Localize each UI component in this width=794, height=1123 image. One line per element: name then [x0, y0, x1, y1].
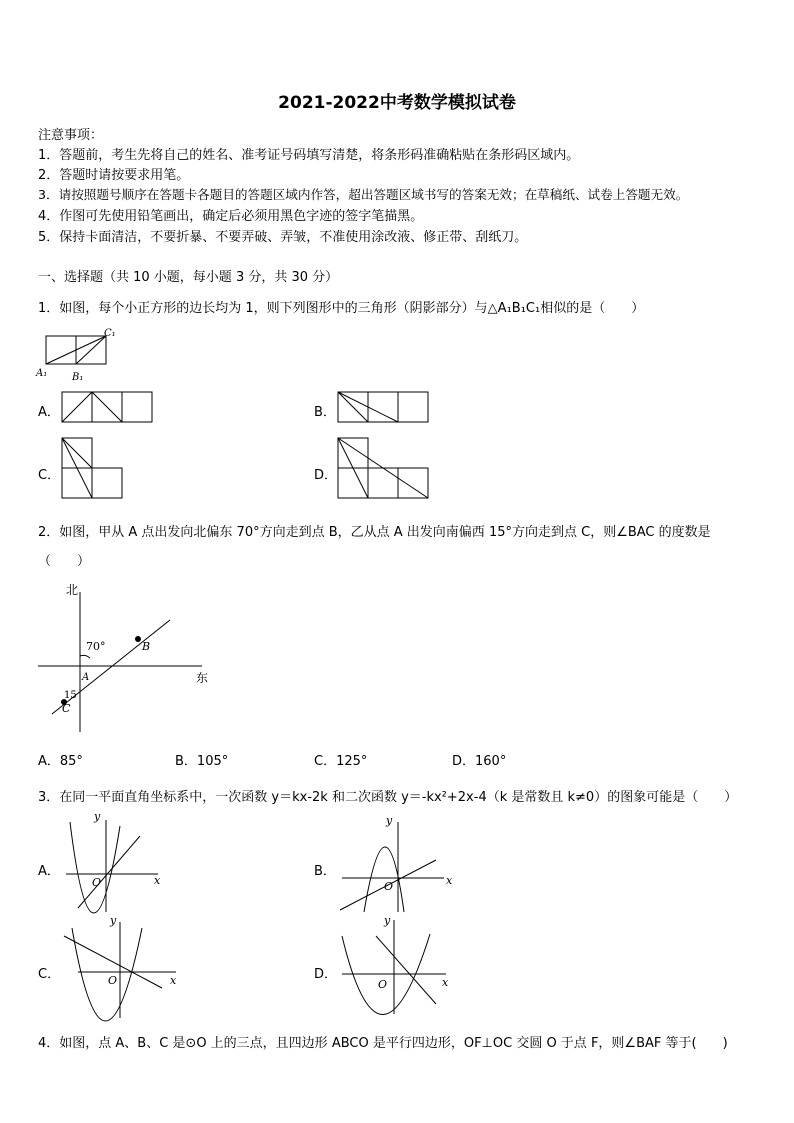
q1-option-b[interactable]: B．: [314, 405, 336, 420]
svg-text:O: O: [378, 978, 388, 991]
question-2-text: 2．如图，甲从 A 点出发向北偏东 70°方向走到点 B，乙从点 A 出发向南偏西 15°方向走到点 C，则∠BAC 的度数是: [38, 525, 711, 540]
question-3-text: 3．在同一平面直角坐标系中，一次函数 y＝kx-2k 和二次函数 y＝-kx²+2x-4（k 是常数且 k≠0）的图象可能是（ ）: [38, 790, 738, 805]
label-c: C: [62, 702, 71, 715]
q2-option-c[interactable]: C．125°: [314, 754, 368, 769]
q1-option-d[interactable]: D．: [314, 468, 338, 483]
q3-option-d[interactable]: D．: [314, 967, 338, 982]
notice-item-5: 5．保持卡面清洁，不要折暴、不要弄破、弄皱，不准使用涂改液、修正带、刮纸刀。: [38, 230, 528, 245]
q3-graph-c: [62, 914, 182, 1022]
q3-option-c[interactable]: C．: [38, 967, 61, 982]
label-a: A: [82, 672, 90, 683]
label-b: B: [142, 640, 151, 653]
label-a1: A₁: [36, 368, 48, 379]
q2-direction-figure: [30, 580, 220, 740]
q1-reference-figure: [36, 328, 126, 384]
svg-text:y: y: [94, 810, 101, 823]
notice-heading: 注意事项：: [38, 128, 104, 143]
notice-item-1: 1．答题前，考生先将自己的姓名、准考证号码填写清楚，将条形码准确粘贴在条形码区域内。: [38, 148, 580, 163]
q1-figure-b: [338, 392, 432, 424]
svg-text:x: x: [446, 874, 453, 887]
notice-item-4: 4．作图可先使用铅笔画出，确定后必须用黑色字迹的签字笔描黑。: [38, 209, 424, 224]
q1-option-c[interactable]: C．: [38, 468, 61, 483]
svg-text:x: x: [442, 976, 449, 989]
question-4-text: 4．如图，点 A、B、C 是⊙O 上的三点，且四边形 ABCO 是平行四边形，OF⊥OC 交圆 O 于点 F，则∠BAF 等于( ): [38, 1036, 728, 1051]
svg-text:O: O: [384, 880, 394, 893]
svg-text:y: y: [110, 914, 117, 927]
notice-item-2: 2．答题时请按要求用笔。: [38, 168, 190, 183]
svg-text:y: y: [386, 814, 393, 827]
svg-text:O: O: [108, 974, 118, 987]
svg-text:x: x: [154, 874, 161, 887]
q3-option-a[interactable]: A．: [38, 864, 60, 879]
section-heading: 一、选择题（共 10 小题，每小题 3 分，共 30 分）: [38, 270, 339, 285]
label-north: 北: [66, 583, 79, 597]
q1-figure-a: [62, 392, 156, 424]
q2-option-d[interactable]: D．160°: [452, 754, 507, 769]
q2-option-a[interactable]: A．85°: [38, 754, 83, 769]
svg-text:x: x: [170, 974, 177, 987]
q3-option-b[interactable]: B．: [314, 864, 336, 879]
label-angle-70: 70°: [86, 640, 106, 653]
q3-graph-d: [336, 914, 454, 1018]
label-angle-15: 15: [64, 690, 77, 701]
label-east: 东: [196, 671, 209, 685]
svg-text:y: y: [384, 914, 391, 927]
page-title: 2021-2022中考数学模拟试卷: [278, 93, 516, 113]
point-b: [135, 636, 141, 642]
q1-option-a[interactable]: A．: [38, 405, 60, 420]
q3-graph-b: [336, 812, 458, 916]
svg-text:O: O: [92, 876, 102, 889]
q1-figure-c: [62, 438, 126, 500]
q1-figure-d: [338, 438, 432, 500]
question-2-text-cont: （ ）: [38, 554, 91, 569]
q3-graph-a: [62, 812, 172, 916]
label-b1: B₁: [72, 372, 84, 383]
notice-item-3: 3．请按照题号顺序在答题卡各题目的答题区域内作答，超出答题区域书写的答案无效；在草稿纸、试卷上答题无效。: [38, 187, 689, 202]
question-1-text: 1．如图，每个小正方形的边长均为 1，则下列图形中的三角形（阴影部分）与△A₁B₁C₁相似的是（ ）: [38, 301, 645, 316]
q2-option-b[interactable]: B．105°: [175, 754, 229, 769]
label-c1: C₁: [104, 328, 116, 339]
